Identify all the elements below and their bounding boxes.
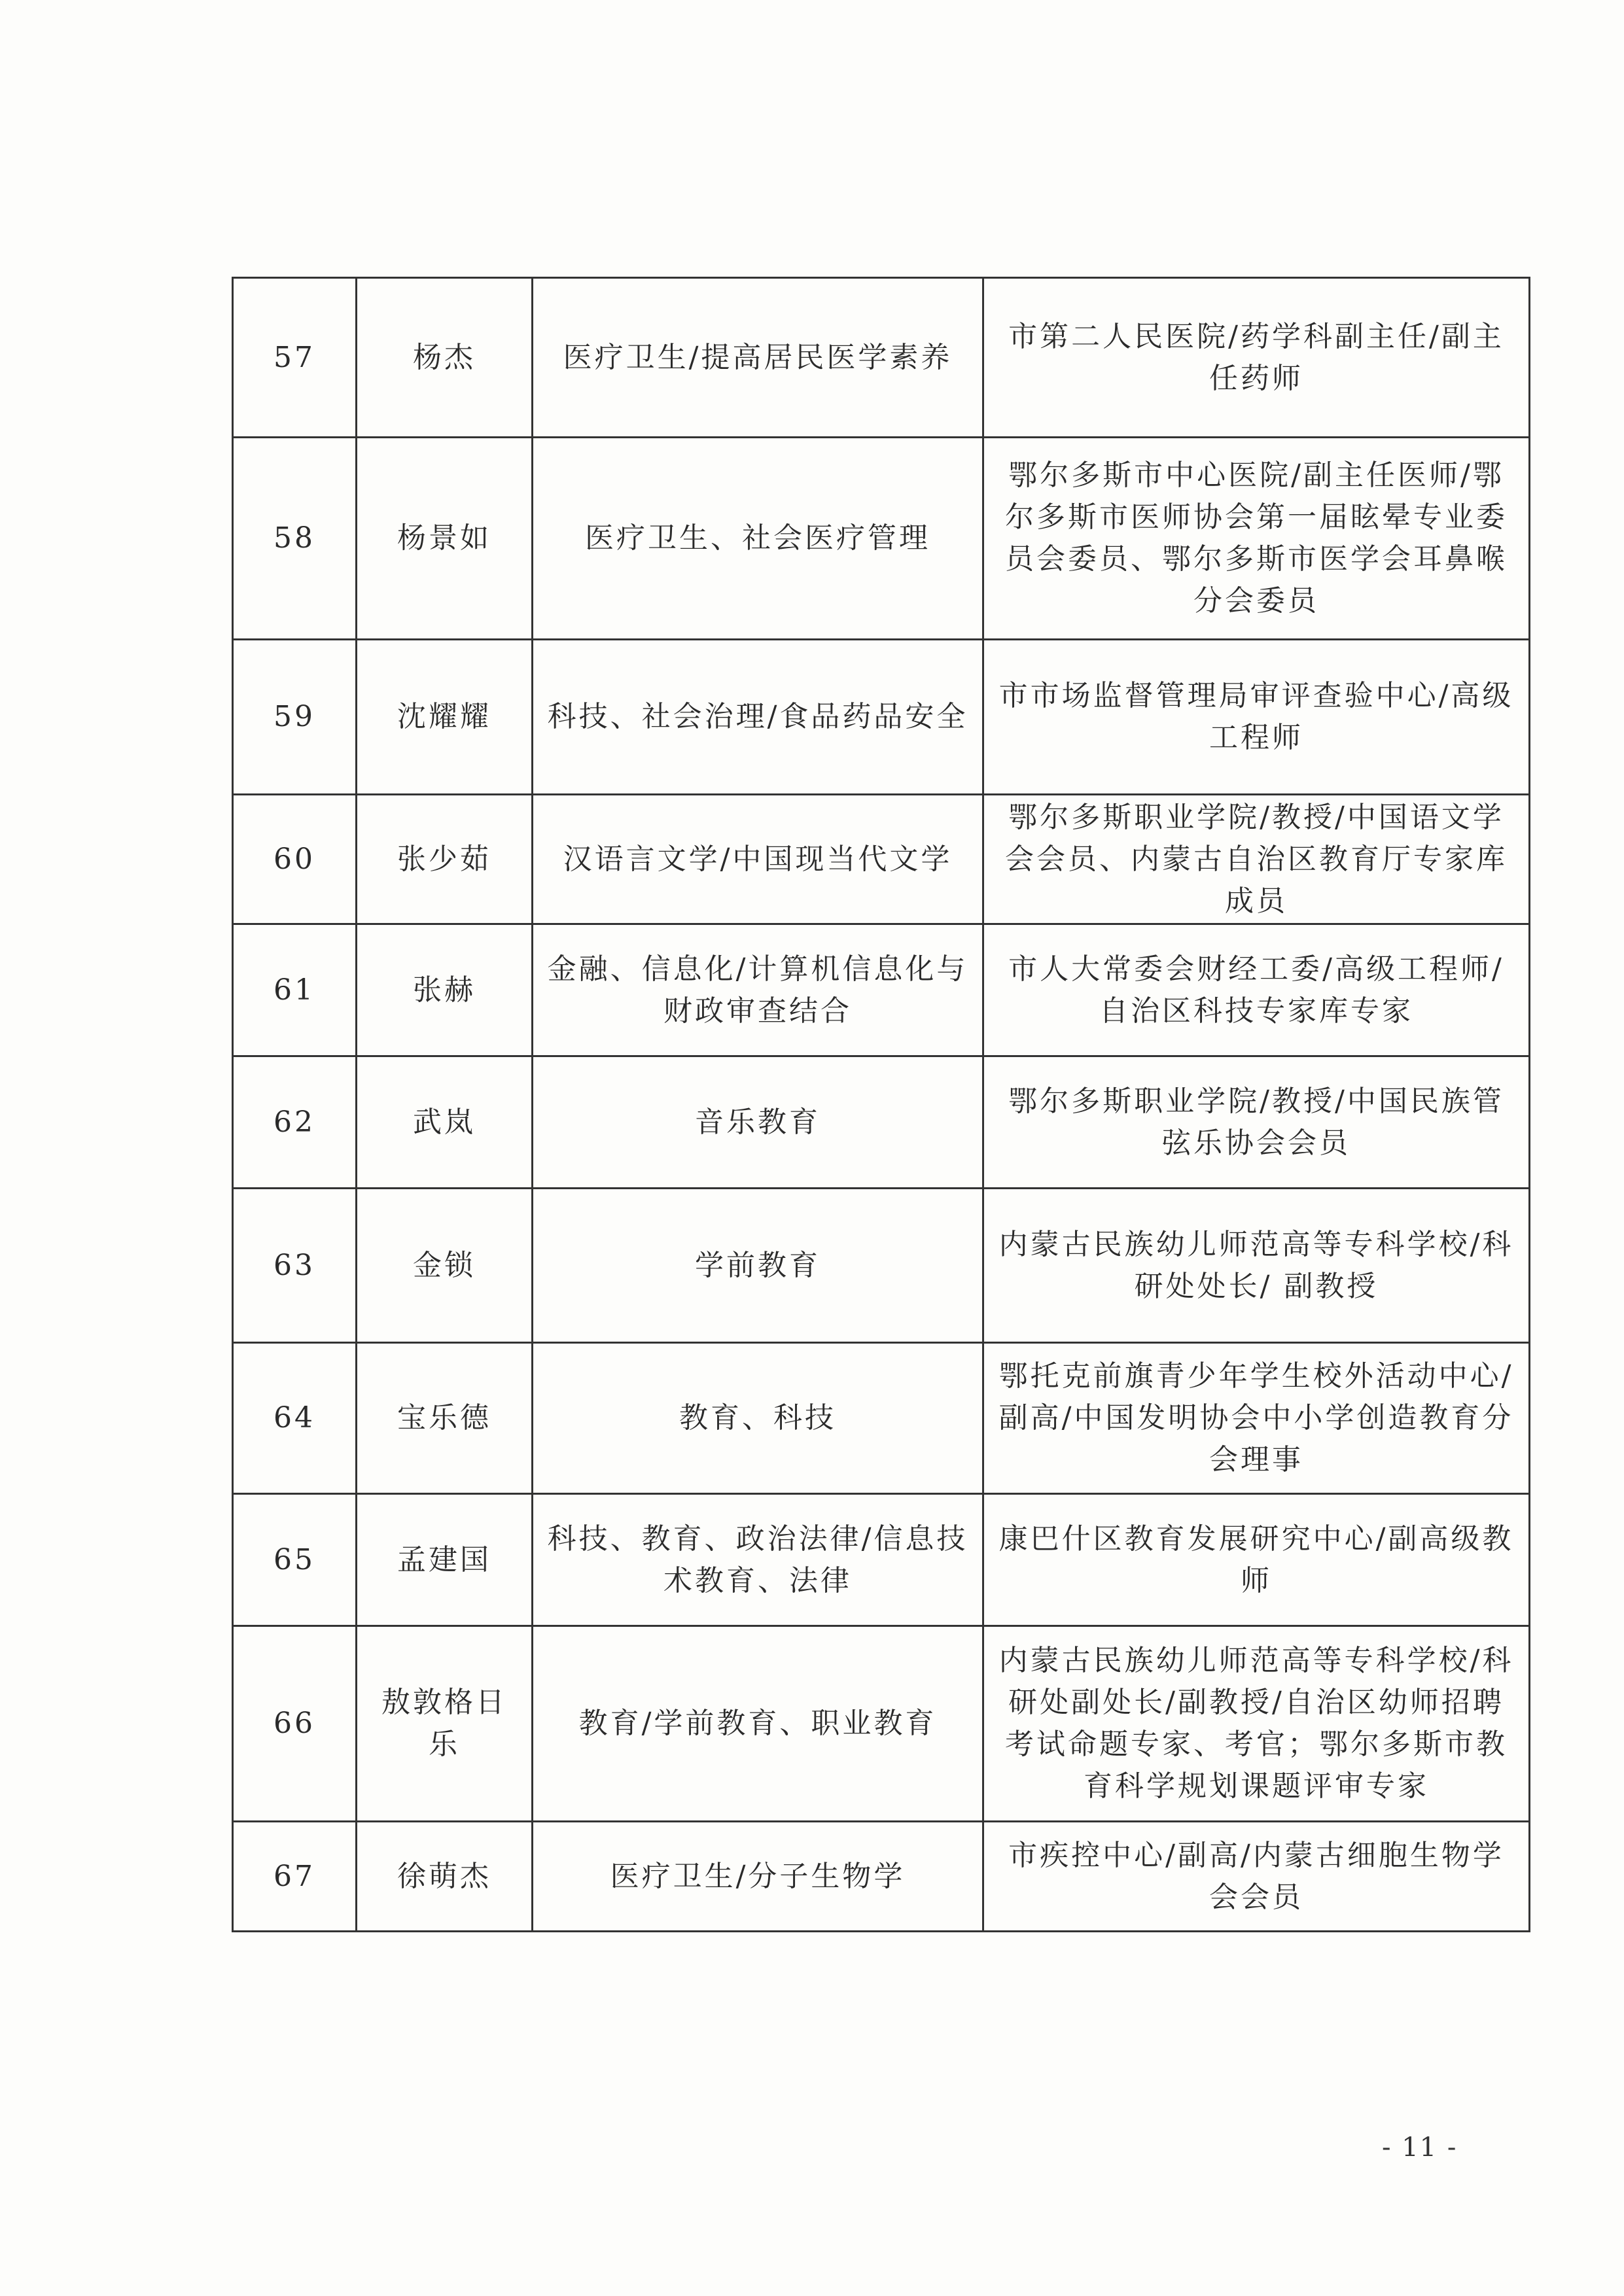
row-number: 64 xyxy=(233,1343,357,1494)
expert-field: 汉语言文学/中国现当代文学 xyxy=(533,795,983,924)
expert-unit: 鄂尔多斯职业学院/教授/中国语文学会会员、内蒙古自治区教育厅专家库成员 xyxy=(983,795,1530,924)
row-number: 63 xyxy=(233,1189,357,1343)
expert-name: 沈耀耀 xyxy=(357,640,533,795)
expert-name: 张少茹 xyxy=(357,795,533,924)
expert-unit: 市市场监督管理局审评查验中心/高级工程师 xyxy=(983,640,1530,795)
row-number: 62 xyxy=(233,1056,357,1189)
expert-field: 医疗卫生/提高居民医学素养 xyxy=(533,278,983,438)
expert-unit: 内蒙古民族幼儿师范高等专科学校/科研处处长/ 副教授 xyxy=(983,1189,1530,1343)
row-number: 57 xyxy=(233,278,357,438)
expert-unit: 鄂托克前旗青少年学生校外活动中心/副高/中国发明协会中小学创造教育分会理事 xyxy=(983,1343,1530,1494)
expert-name: 杨景如 xyxy=(357,438,533,640)
expert-name: 宝乐德 xyxy=(357,1343,533,1494)
table-row xyxy=(233,1189,1530,1343)
row-number: 61 xyxy=(233,924,357,1056)
expert-unit: 市人大常委会财经工委/高级工程师/自治区科技专家库专家 xyxy=(983,924,1530,1056)
expert-table xyxy=(232,277,1530,1932)
expert-field: 医疗卫生/分子生物学 xyxy=(533,1822,983,1932)
table-row xyxy=(233,924,1530,1056)
row-number: 66 xyxy=(233,1626,357,1822)
expert-name: 孟建国 xyxy=(357,1494,533,1626)
table-row xyxy=(233,795,1530,924)
expert-name: 杨杰 xyxy=(357,278,533,438)
row-number: 58 xyxy=(233,438,357,640)
table-row xyxy=(233,1626,1530,1822)
table-row xyxy=(233,278,1530,438)
row-number: 65 xyxy=(233,1494,357,1626)
table-row xyxy=(233,1343,1530,1494)
expert-name: 张赫 xyxy=(357,924,533,1056)
expert-name: 金锁 xyxy=(357,1189,533,1343)
expert-unit: 内蒙古民族幼儿师范高等专科学校/科研处副处长/副教授/自治区幼师招聘考试命题专家、考官；鄂尔多斯市教育科学规划课题评审专家 xyxy=(983,1626,1530,1822)
row-number: 60 xyxy=(233,795,357,924)
expert-name: 敖敦格日乐 xyxy=(357,1626,533,1822)
expert-field: 教育/学前教育、职业教育 xyxy=(533,1626,983,1822)
expert-field: 医疗卫生、社会医疗管理 xyxy=(533,438,983,640)
row-number: 59 xyxy=(233,640,357,795)
expert-unit: 康巴什区教育发展研究中心/副高级教师 xyxy=(983,1494,1530,1626)
expert-field: 教育、科技 xyxy=(533,1343,983,1494)
expert-field: 学前教育 xyxy=(533,1189,983,1343)
row-number: 67 xyxy=(233,1822,357,1932)
table-row xyxy=(233,1494,1530,1626)
expert-field: 音乐教育 xyxy=(533,1056,983,1189)
expert-field: 科技、教育、政治法律/信息技术教育、法律 xyxy=(533,1494,983,1626)
expert-unit: 市第二人民医院/药学科副主任/副主任药师 xyxy=(983,278,1530,438)
expert-name: 武岚 xyxy=(357,1056,533,1189)
table-row xyxy=(233,640,1530,795)
expert-field: 金融、信息化/计算机信息化与财政审查结合 xyxy=(533,924,983,1056)
table-row xyxy=(233,1822,1530,1932)
expert-field: 科技、社会治理/食品药品安全 xyxy=(533,640,983,795)
expert-name: 徐萌杰 xyxy=(357,1822,533,1932)
table-row xyxy=(233,438,1530,640)
expert-unit: 鄂尔多斯职业学院/教授/中国民族管弦乐协会会员 xyxy=(983,1056,1530,1189)
expert-unit: 市疾控中心/副高/内蒙古细胞生物学会会员 xyxy=(983,1822,1530,1932)
table-row xyxy=(233,1056,1530,1189)
page-number: - 11 - xyxy=(1382,2132,1458,2163)
expert-unit: 鄂尔多斯市中心医院/副主任医师/鄂尔多斯市医师协会第一届眩晕专业委员会委员、鄂尔多斯市医学会耳鼻喉分会委员 xyxy=(983,438,1530,640)
